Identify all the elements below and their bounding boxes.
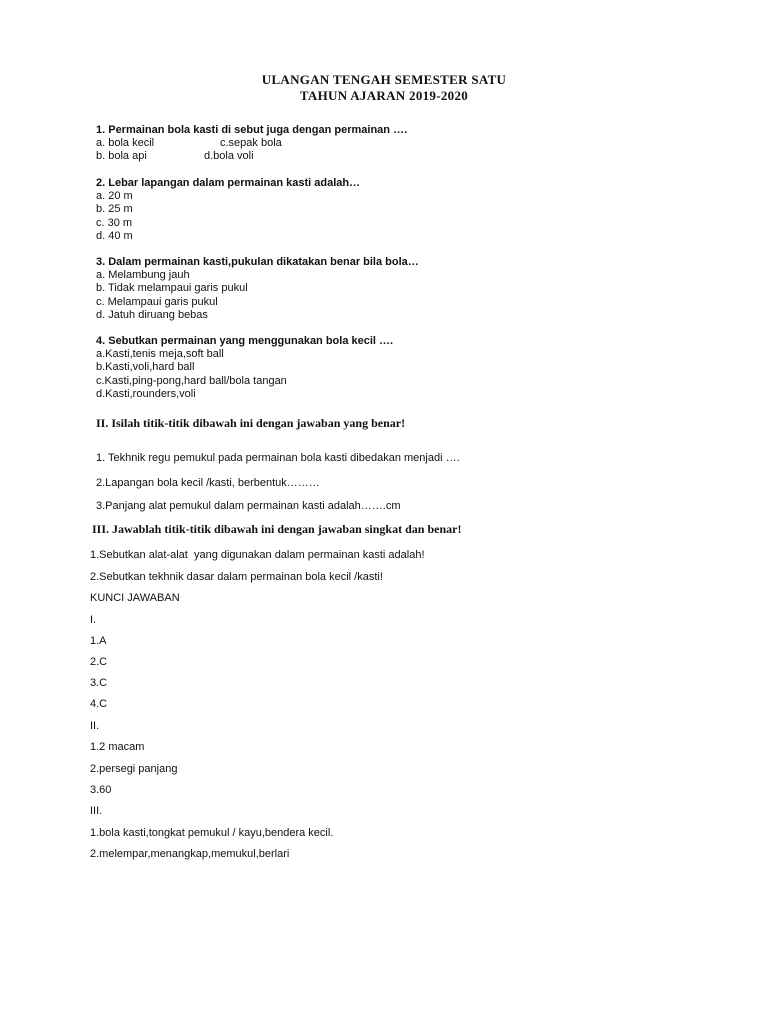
option-a: a. 20 m: [96, 190, 133, 203]
option-d: d.Kasti,rounders,voli: [96, 387, 196, 400]
option-a: a. Melambung jauh: [96, 269, 190, 282]
part2-item-2: 2.Lapangan bola kecil /kasti, berbentuk………: [96, 477, 320, 489]
option-b: b.Kasti,voli,hard ball: [96, 361, 195, 374]
options-row-1: [96, 137, 407, 150]
part3-item-1: 1.Sebutkan alat-alat yang digunakan dalam permainan kasti adalah!: [90, 549, 425, 561]
option-b: b. Tidak melampaui garis pukul: [96, 282, 248, 295]
answer-key-line: 3.60: [90, 784, 112, 796]
answer-key-line: II.: [90, 720, 100, 732]
part3-item-2: 2.Sebutkan tekhnik dasar dalam permainan bola kecil /kasti!: [90, 571, 383, 583]
option-c: c. 30 m: [96, 216, 133, 229]
option-d: d. 40 m: [96, 229, 133, 242]
answer-key-line: 1.2 macam: [90, 741, 145, 753]
answer-key-line: 2.persegi panjang: [90, 763, 178, 775]
option-d: d.bola voli: [204, 150, 254, 163]
answer-key-line: 3.C: [90, 677, 108, 689]
option-c: c.Kasti,ping-pong,hard ball/bola tangan: [96, 374, 287, 387]
answer-key-line: 1.bola kasti,tongkat pemukul / kayu,bendera kecil.: [90, 827, 334, 839]
part2-item-1: 1. Tekhnik regu pemukul pada permainan bola kasti dibedakan menjadi ….: [96, 452, 460, 464]
option-a: a.Kasti,tenis meja,soft ball: [96, 348, 224, 361]
part2-item-3: 3.Panjang alat pemukul dalam permainan kasti adalah…….cm: [96, 500, 401, 512]
section-3-heading: III. Jawablah titik-titik dibawah ini dengan jawaban singkat dan benar!: [92, 522, 462, 536]
option-b: b. 25 m: [96, 203, 133, 216]
question-1: [96, 124, 407, 164]
question-stem: 3. Dalam permainan kasti,pukulan dikatakan benar bila bola…: [96, 256, 419, 268]
answer-key-line: 2.melempar,menangkap,memukul,berlari: [90, 848, 290, 860]
answer-key-title: KUNCI JAWABAN: [90, 592, 180, 604]
question-stem: 4. Sebutkan permainan yang menggunakan bola kecil ….: [96, 335, 394, 347]
answer-key-line: 4.C: [90, 698, 108, 710]
question-3: [96, 256, 419, 322]
section-2-heading: II. Isilah titik-titik dibawah ini dengan jawaban yang benar!: [96, 416, 406, 430]
question-2: [96, 177, 360, 243]
exam-title: ULANGAN TENGAH SEMESTER SATU: [261, 72, 507, 87]
question-stem: 2. Lebar lapangan dalam permainan kasti adalah…: [96, 177, 361, 189]
answer-key-line: III.: [90, 805, 103, 817]
question-4: [96, 335, 393, 401]
options-row-2: [96, 150, 407, 163]
option-c: c. Melampaui garis pukul: [96, 295, 218, 308]
exam-subtitle: TAHUN AJARAN 2019-2020: [299, 88, 469, 103]
answer-key-line: I.: [90, 614, 97, 626]
answer-key-line: 2.C: [90, 656, 108, 668]
answer-key-line: 1.A: [90, 635, 107, 647]
option-c: c.sepak bola: [220, 137, 282, 150]
option-a: a. bola kecil: [96, 137, 155, 150]
option-d: d. Jatuh diruang bebas: [96, 308, 208, 321]
question-stem: 1. Permainan bola kasti di sebut juga dengan permainan ….: [96, 124, 408, 136]
option-b: b. bola api: [96, 150, 147, 163]
